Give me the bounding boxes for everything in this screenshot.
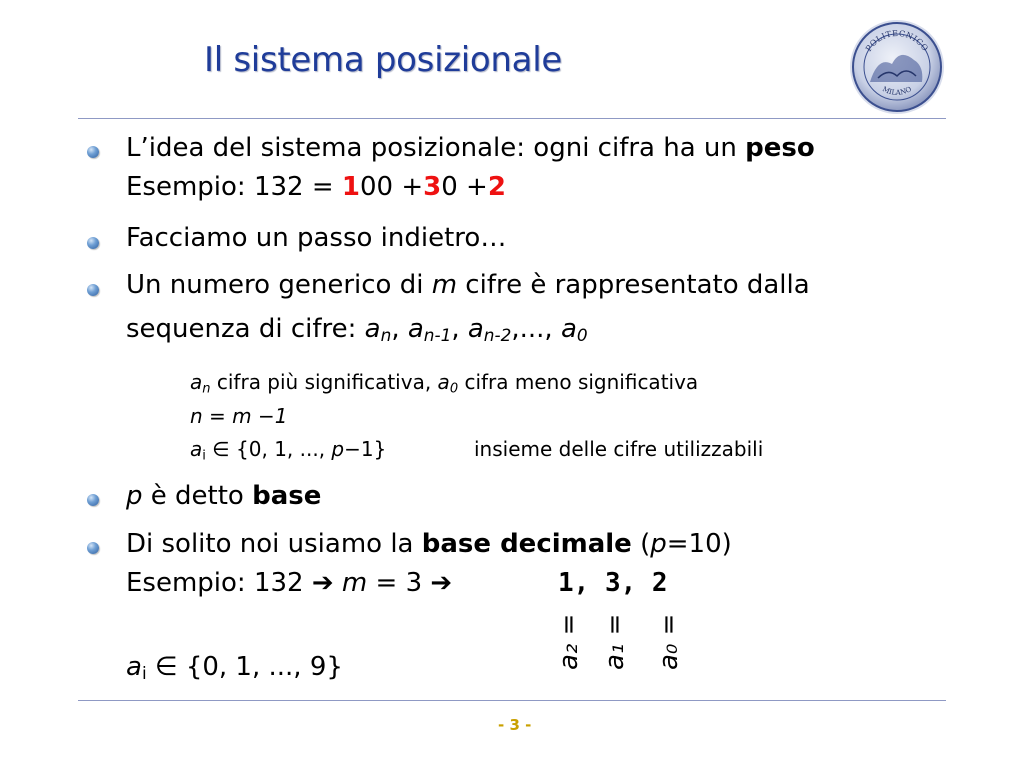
bullet-icon xyxy=(87,542,99,554)
detail-text-1: cifra più significativa, xyxy=(210,370,438,394)
digit-set-text: ∈ {0, 1, ..., 9} xyxy=(146,652,343,682)
bottom-divider xyxy=(78,700,946,701)
label-a2: a₂ = xyxy=(554,613,584,670)
bullet-5-bold: base decimale xyxy=(421,529,632,559)
sub-0: 0 xyxy=(449,381,459,397)
sub-i: i xyxy=(141,663,147,684)
var-p: p xyxy=(331,437,345,461)
m-equals: = 3 xyxy=(367,568,431,598)
var-p: p xyxy=(650,529,667,559)
bullet-3-line-1 xyxy=(126,270,810,300)
var-a: a xyxy=(190,370,203,394)
bullet-1-bold: peso xyxy=(745,133,815,163)
example-prefix: Esempio: 132 xyxy=(126,568,312,598)
var-m: m xyxy=(341,568,368,598)
paren-close: =10) xyxy=(666,529,732,559)
detail-line-3-description: insieme delle cifre utilizzabili xyxy=(474,437,764,461)
bullet-4-text: è detto xyxy=(142,481,253,511)
logo-text-bottom: MILANO xyxy=(881,85,913,97)
label-a1: a₁ = xyxy=(600,613,630,670)
detail-line-2: n = m −1 xyxy=(190,404,288,428)
var-a: a xyxy=(467,314,484,344)
bullet-icon xyxy=(87,237,99,249)
bullet-3-sequence xyxy=(126,314,588,344)
bullet-1-line-1 xyxy=(126,133,815,163)
top-divider xyxy=(78,118,946,119)
dots: ,..., xyxy=(511,314,561,344)
bullet-4-bold: base xyxy=(252,481,322,511)
bullet-1-text: L’idea del sistema posizionale: ogni cifra ha un xyxy=(126,133,746,163)
bullet-icon xyxy=(87,494,99,506)
var-a: a xyxy=(437,370,450,394)
digit-hundreds: 1 xyxy=(341,172,360,202)
var-a: a xyxy=(190,437,203,461)
bullet-3-text-1: Un numero generico di xyxy=(126,270,432,300)
sub-n: n xyxy=(202,381,211,397)
digit-set-line xyxy=(126,652,343,682)
var-a: a xyxy=(126,652,142,682)
bullet-3-text-2: cifre è rappresentato dalla xyxy=(457,270,810,300)
example-part-1: 00 + xyxy=(360,172,424,202)
digit-sequence: 1, 3, 2 xyxy=(558,568,668,598)
var-a: a xyxy=(364,314,381,344)
set-end: −1} xyxy=(344,437,387,461)
detail-line-1 xyxy=(190,370,699,397)
bullet-2-text: Facciamo un passo indietro… xyxy=(126,223,507,253)
bullet-5-text: Di solito noi usiamo la xyxy=(126,529,422,559)
detail-line-3 xyxy=(190,437,387,464)
sub-i: i xyxy=(202,448,206,464)
digit-tens: 3 xyxy=(423,172,442,202)
comma: , xyxy=(391,314,408,344)
bullet-4-line xyxy=(126,481,321,511)
arrow-icon: ➔ xyxy=(311,568,334,598)
var-m: m xyxy=(431,270,458,300)
slide-title: Il sistema posizionale xyxy=(204,40,562,80)
example-prefix: Esempio: 132 = xyxy=(126,172,342,202)
var-a: a xyxy=(560,314,577,344)
paren-open: ( xyxy=(631,529,651,559)
bullet-5-example xyxy=(126,568,452,598)
set-text: ∈ {0, 1, ..., xyxy=(205,437,332,461)
digit-units: 2 xyxy=(487,172,506,202)
bullet-5-line-1 xyxy=(126,529,732,559)
page-number: - 3 - xyxy=(498,716,532,734)
example-part-2: 0 + xyxy=(441,172,488,202)
sub-n-1: n-1 xyxy=(423,325,452,346)
sub-n: n xyxy=(380,325,392,346)
arrow-icon: ➔ xyxy=(430,568,453,598)
bullet-icon xyxy=(87,284,99,296)
var-p: p xyxy=(126,481,143,511)
label-a0: a₀ = xyxy=(654,613,684,670)
sub-n-2: n-2 xyxy=(483,325,512,346)
detail-text-2: cifra meno significativa xyxy=(458,370,699,394)
logo-text-top: POLITECNICO xyxy=(863,28,931,54)
bullet-icon xyxy=(87,146,99,158)
var-a: a xyxy=(407,314,424,344)
sub-0: 0 xyxy=(576,325,588,346)
politecnico-seal-logo xyxy=(848,18,946,116)
comma: , xyxy=(451,314,468,344)
bullet-1-example xyxy=(126,172,506,202)
sequence-prefix: sequenza di cifre: xyxy=(126,314,365,344)
